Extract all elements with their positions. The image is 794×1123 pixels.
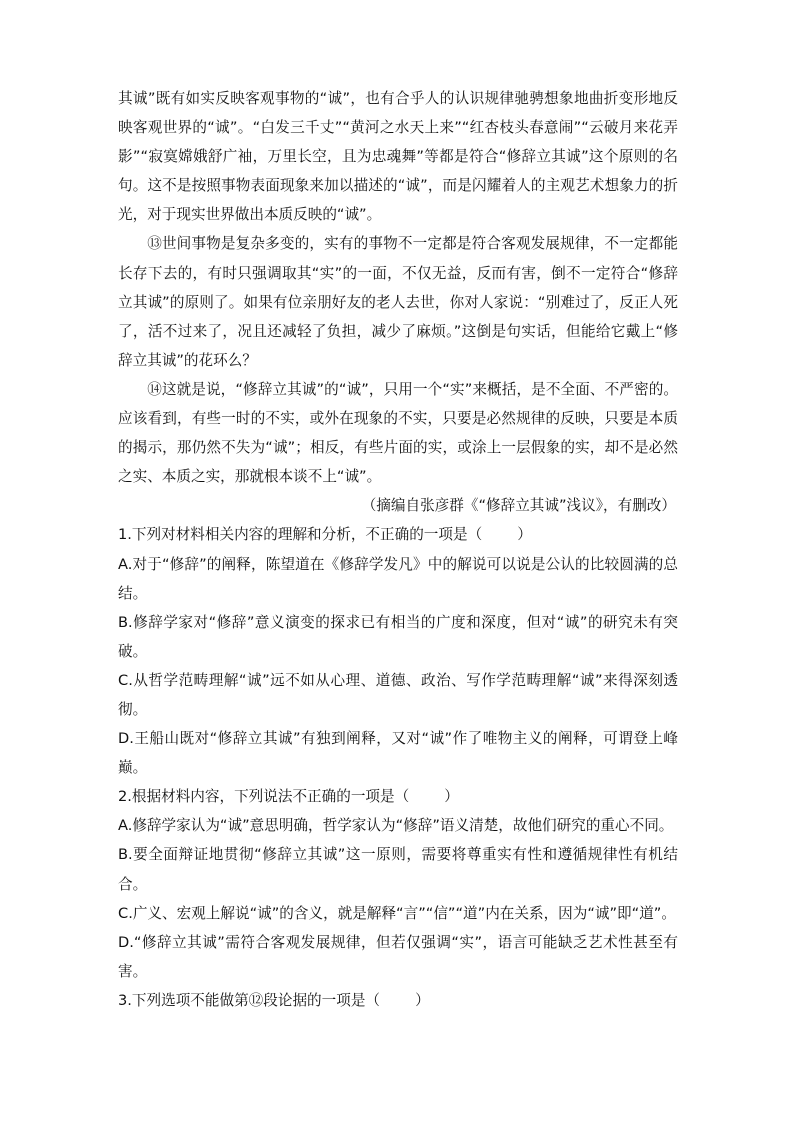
question-3-close: ）	[415, 991, 430, 1009]
question-3-stem	[118, 986, 678, 1015]
question-2-option-c: C.广义、宏观上解说“诚”的含义，就是解释“言”“信”“道”内在关系，因为“诚”即“道”。	[118, 904, 676, 922]
source-citation: （摘编自张彦群《“修辞立其诚”浅议》，有删改）	[361, 497, 676, 515]
question-1-option-d: D.王船山既对“修辞立其诚”有独到阐释，又对“诚”作了唯物主义的阐释，可谓登上峰巅。	[118, 730, 678, 777]
question-1-text: 1.下列对材料相关内容的理解和分析，不正确的一项是（	[118, 526, 483, 544]
exam-page	[118, 84, 678, 1015]
question-1-stem	[118, 520, 678, 549]
question-2-close: ）	[444, 788, 459, 806]
question-3-text: 3.下列选项不能做第⑫段论据的一项是（	[118, 991, 381, 1009]
question-1-option-b: B.修辞学家对“修辞”意义演变的探求已有相当的广度和深度，但对“诚”的研究未有突破。	[118, 613, 678, 660]
question-1-option-a: A.对于“修辞”的阐释，陈望道在《修辞学发凡》中的解说可以说是公认的比较圆满的总结。	[118, 555, 678, 602]
question-2-option-a: A.修辞学家认为“诚”意思明确，哲学家认为“修辞”语义清楚，故他们研究的重心不同。	[118, 817, 674, 835]
question-1-option-c: C.从哲学范畴理解“诚”远不如从心理、道德、政治、写作学范畴理解“诚”来得深刻透彻。	[118, 671, 678, 718]
question-2-option-b: B.要全面辩证地贯彻“修辞立其诚”这一原则，需要将尊重实有性和遵循规律性有机结合。	[118, 846, 678, 893]
passage-paragraph-continued: 其诚”既有如实反映客观事物的“诚”，也有合乎人的认识规律驰骋想象地曲折变形地反映客观世界的“诚”。“白发三千丈”“黄河之水天上来”“红杏枝头春意闹”“云破月来花弄影”“寂寞嫦娥舒广袖，万里长空，且为忠魂舞”等都是符合“修辞立其诚”这个原则的名句。这不是按照事物表面现象来加以描述的“诚”，而是闪耀着人的主观艺术想象力的折光，对于现实世界做出本质反映的“诚”。	[118, 90, 678, 224]
question-2-text: 2.根据材料内容，下列说法不正确的一项是（	[118, 788, 410, 806]
question-1-close: ）	[517, 526, 532, 544]
passage-paragraph-14: ⑭这就是说，“修辞立其诚”的“诚”，只用一个“实”来概括，是不全面、不严密的。应该看到，有些一时的不实，或外在现象的不实，只要是必然规律的反映，只要是本质的揭示，那仍然不失为“诚”；相反，有些片面的实，或涂上一层假象的实，却不是必然之实、本质之实，那就根本谈不上“诚”。	[118, 380, 678, 486]
question-2-option-d: D.“修辞立其诚”需符合客观发展规律，但若仅强调“实”，语言可能缺乏艺术性甚至有害。	[118, 933, 678, 980]
question-2-stem	[118, 782, 678, 811]
passage-paragraph-13: ⑬世间事物是复杂多变的，实有的事物不一定都是符合客观发展规律，不一定都能长存下去的，有时只强调取其“实”的一面，不仅无益，反而有害，倒不一定符合“修辞立其诚”的原则了。如果有位亲朋好友的老人去世，你对人家说：“别难过了，反正人死了，活不过来了，况且还减轻了负担，减少了麻烦。”这倒是句实话，但能给它戴上“修辞立其诚”的花环么？	[118, 235, 678, 369]
